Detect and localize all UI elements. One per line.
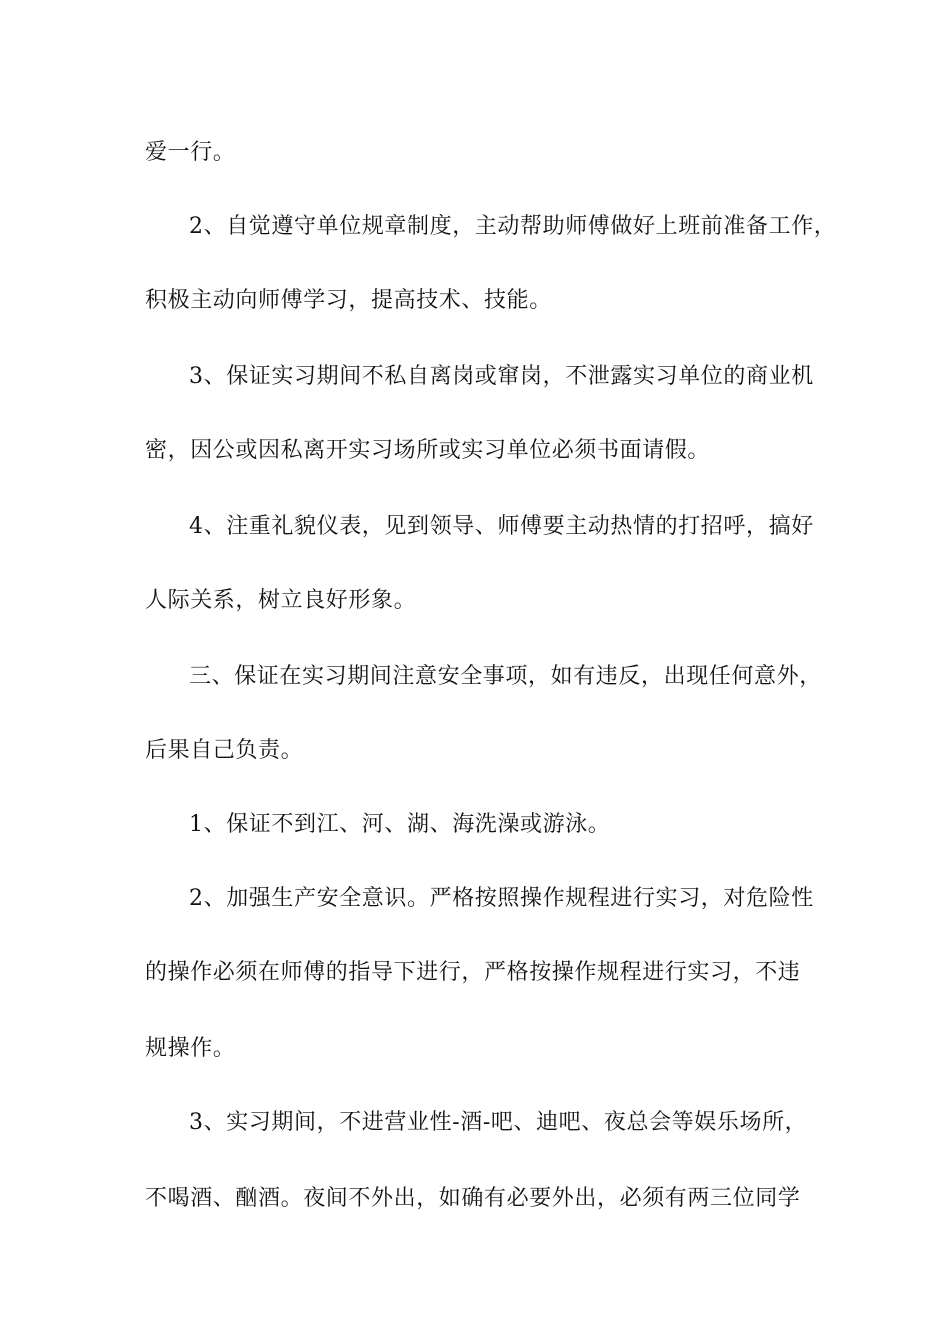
- text-line: 爱一行。: [145, 140, 236, 165]
- text-line: 2、自觉遵守单位规章制度，主动帮助师傅做好上班前准备工作，: [189, 214, 837, 239]
- text-line: 的操作必须在师傅的指导下进行，严格按操作规程进行实习，不违: [145, 960, 801, 985]
- text-line: 积极主动向师傅学习，提高技术、技能。: [145, 288, 552, 313]
- text-line: 1、保证不到江、河、湖、海洗澡或游泳。: [189, 812, 611, 837]
- text-line: 4、注重礼貌仪表，见到领导、师傅要主动热情的打招呼，搞好: [189, 514, 814, 539]
- text-line: 后果自己负责。: [145, 738, 304, 763]
- text-line: 三、保证在实习期间注意安全事项，如有违反，出现任何意外，: [189, 664, 822, 689]
- text-line: 2、加强生产安全意识。严格按照操作规程进行实习，对危险性: [189, 886, 814, 911]
- text-line: 3、实习期间，不进营业性-酒-吧、迪吧、夜总会等娱乐场所，: [189, 1110, 808, 1135]
- text-line: 密，因公或因私离开实习场所或实习单位必须书面请假。: [145, 438, 711, 463]
- text-line: 不喝酒、酗酒。夜间不外出，如确有必要外出，必须有两三位同学: [145, 1186, 801, 1211]
- text-line: 规操作。: [145, 1036, 236, 1061]
- text-line: 3、保证实习期间不私自离岗或窜岗，不泄露实习单位的商业机: [189, 364, 814, 389]
- text-line: 人际关系，树立良好形象。: [145, 588, 417, 613]
